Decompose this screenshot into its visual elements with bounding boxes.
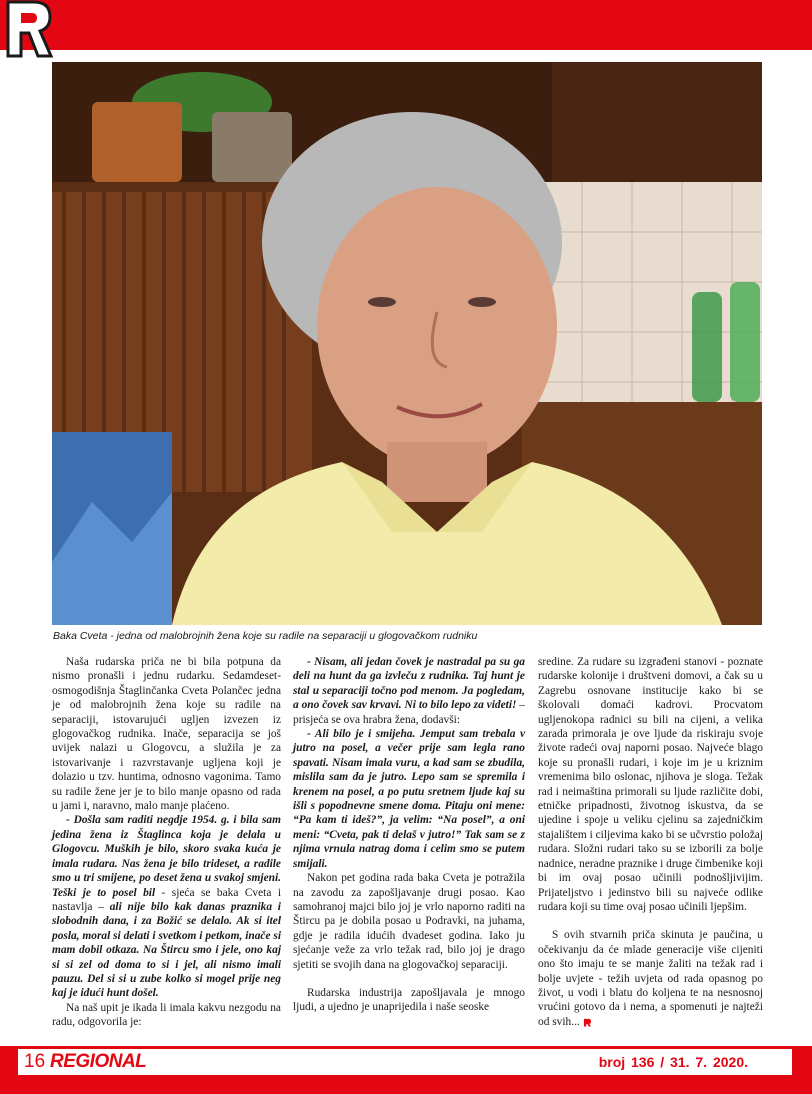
col2-quote-1: - Nisam, ali jedan čovek je nastradal pa su ga deli na hunt da ga izvleču z rudnika. Taj hunt je stal u separaciji točno pod menom. Ja pogledam, a ono čovek sav krvavi. Ni to bilo lepo za videti!: [293, 656, 525, 712]
end-mark-icon: [583, 1018, 592, 1027]
col1-quote-2: ali nije bilo kak danas praznika i slobodnih dana, i za Božić se delalo. Ak si itel posla, moral si delati i svetkom i petkom, inače si mam dobil otkaza. Na Štircu smo i jele, ono kaj si si zel od doma to si i jel, ali nismo imali pauzu. Del si si u zube kolko si mogel prije neg kaj je idući hunt došel.: [52, 900, 281, 1000]
col2-narration: – prisjeća se ova hrabra žena, dodavši:: [293, 699, 526, 726]
col2-paragraph-3: Nakon pet godina rada baka Cveta je potražila na zavodu za zapošljavanje drugi posao. Kao samohranoj majci bilo joj je vrlo naporno raditi na Štircu pa je dobila posao u Podravki, na juhama, gdje je radila idućih dvadeset godina. Iako ju sjećanje veže za vrlo težak rad, bilo joj je drago sjetiti se svojih dana na glogovačkoj separaciji.: [293, 872, 525, 971]
article-column-3: [538, 655, 763, 1029]
col1-paragraph-2: [52, 813, 281, 1000]
col2-paragraph-4: Rudarska industrija zapošljavala je mnogo ljudi, a ujedno je unaprijedila i naše seoske: [293, 986, 525, 1014]
portrait-photo: [52, 62, 762, 625]
col3-paragraph-1: sredine. Za rudare su izgrađeni stanovi - poznate rudarske kolonije i društveni domovi, a čak su u Zagrebu osnovane institucije kako bi se školovali domaći kadrovi. Procvatom ugljenokopa radnici su bili na cijeni, a velika zarada primorala je ove ljude da riskiraju svoje živote radeći ovaj naporni posao. Najveće blago koje su pronašli rudari, i koje im je u kriznim vremenima bilo oslonac, njihova je sloga. Težak rad i neimaština primorali su ljude različite dobi, etničke pripadnosti, životnog iskustva, da se ujedine i spoje u veliku cjelinu sa zajedničkim stajalištem i ciljevima kako bi se učvrstio položaj rudara. Složni rudari tako su se izborili za bolje nadnice, neradne praznike i druge čimbenike koji bi im ovaj posao učinili podnošljivijim. Prijateljstvo i jedinstvo bili su najveće odlike rudara koji su time ovaj posao učinili ljepšim.: [538, 656, 763, 913]
brand-logo: REGIONAL: [50, 1051, 147, 1072]
col3-paragraph-2: [538, 928, 763, 1029]
col2-paragraph-2: - Ali bilo je i smijeha. Jemput sam trebala v jutro na posel, a večer prije sam legla rano spavati. Nisam imala vuru, a kad sam se zbudila, mislila sam da je jutro. Lepo sam se spremila i krenem na posel, a po putu sretnem ljude kaj su išli s popodnevne smene doma. Pitaju oni mene: “Pa kam ti ideš?”, ja velim: “Na posel”, a oni meni: “Cveta, pak ti delaš v jutro!” Tak sam se z njima vrnula natrag doma i celim smo se putem smijali.: [293, 728, 525, 870]
col1-narration: - sjeća se baka Cveta i nastavlja –: [52, 886, 281, 913]
col1-paragraph-3: Na naš upit je ikada li imala kakvu nezgodu na radu, odgovorila je:: [52, 1001, 281, 1029]
photo-caption: Baka Cveta - jedna od malobrojnih žena koje su radile na separaciji u glogovačkom rudniku: [53, 630, 478, 642]
article-column-1: [52, 655, 281, 1030]
top-red-bar: [0, 0, 812, 50]
regional-logo-icon: [4, 0, 54, 58]
col1-paragraph-1: Naša rudarska priča ne bi bila potpuna da nismo pronašli i jednu rudarku. Sedamdeset-osmogodišnja Štaglinčanka Cveta Polančec jedna je od malobrojnih žena koje su radile na separaciji, istovarujući ugljen izvezen iz glogovačkog rudnika. Inače, separacija se još uvijek nalazi u Glogovcu, a služila je za istovarivanje i razvrstavanje ugljena koji je dolazio u tzv. huntima, odnosno vagonima. Tamo su radile žene jer je to bilo manje opasno od rada u jami i, naravno, malo manje plaćeno.: [52, 656, 281, 813]
issue-info: broj 136 / 31. 7. 2020.: [598, 1054, 748, 1070]
page-number: 16: [24, 1051, 46, 1072]
article-column-2: [293, 655, 525, 1015]
col3-closing-text: S ovih stvarnih priča skinuta je paučina, u očekivanju da će mlade generacije više cijeniti ono što imaju te se manje žaliti na težak rad i bolje uvjete - težih uvjeta od rada opasnog po život, u vodi i blatu do koljena te na nesnosnoj vrućini gotovo da i nema, a spomenuti je najteži od svih...: [538, 929, 763, 1028]
col1-quote-1: - Došla sam raditi negdje 1954. g. i bila sam jedina žena iz Štaglinca koja je delala u Glogovcu. Muških je bilo, skoro svaka kuća je imala rudara. Nas žena je bilo trideset, a radile smo u tri smijene, po deset žena u svakoj smjeni. Teški je to posel bil: [52, 814, 281, 899]
col2-paragraph-1: [293, 655, 525, 727]
